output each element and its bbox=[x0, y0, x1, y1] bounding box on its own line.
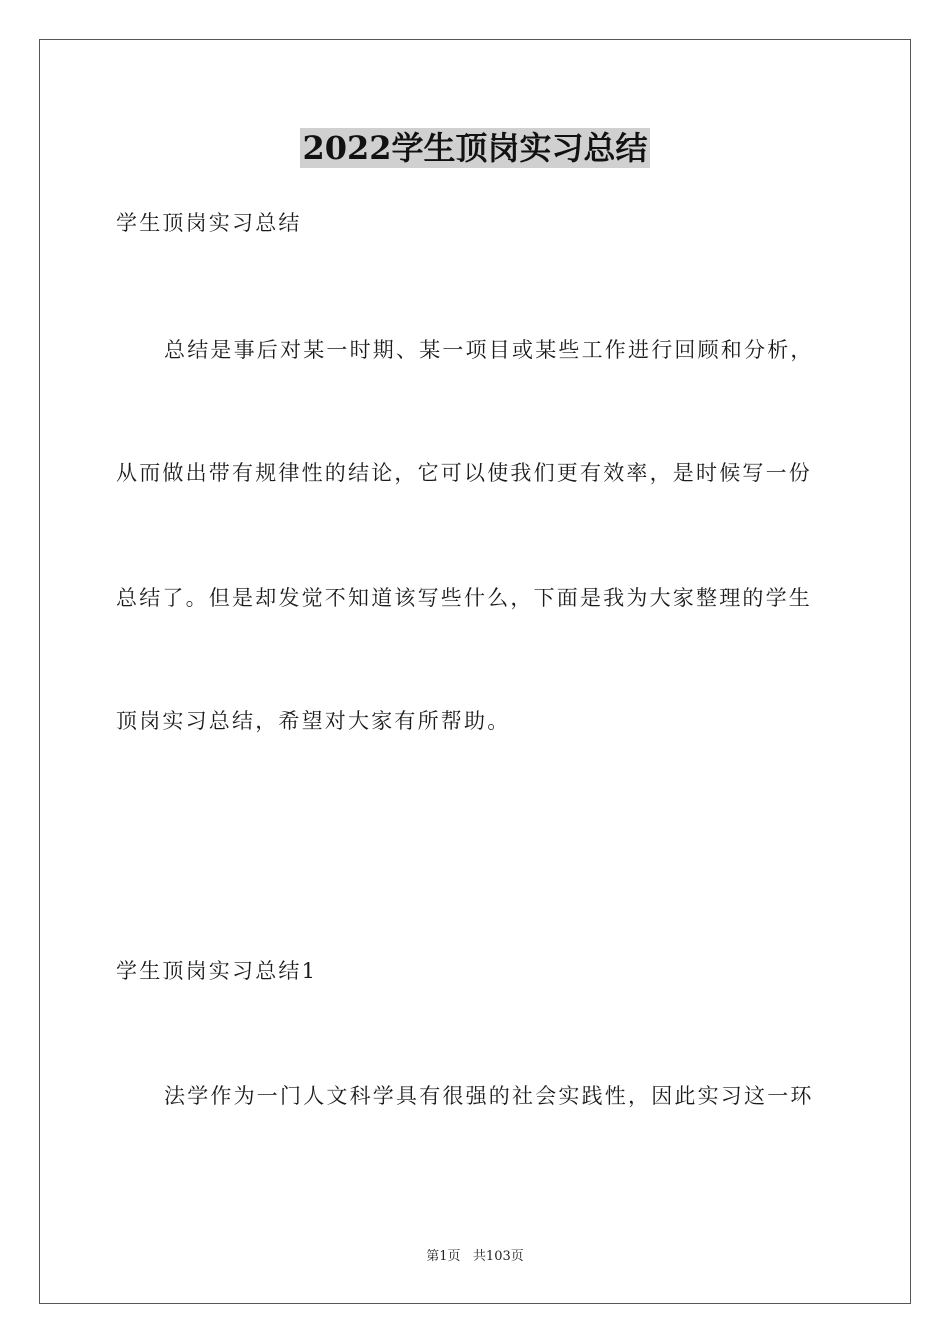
document-subtitle: 学生顶岗实习总结 bbox=[116, 211, 302, 235]
paragraph-line: 法学作为一门人文科学具有很强的社会实践性，因此实习这一环 bbox=[164, 1084, 814, 1108]
page-total: 共103页 bbox=[472, 1249, 524, 1264]
paragraph-line: 总结了。但是却发觉不知道该写些什么，下面是我为大家整理的学生 bbox=[116, 586, 812, 610]
page-number: 第1页 bbox=[426, 1249, 461, 1264]
paragraph-line: 总结是事后对某一时期、某一项目或某些工作进行回顾和分析， bbox=[164, 338, 814, 362]
paragraph-line: 从而做出带有规律性的结论，它可以使我们更有效率，是时候写一份 bbox=[116, 461, 812, 485]
title-container bbox=[0, 128, 950, 168]
document-title: 2022学生顶岗实习总结 bbox=[302, 129, 648, 167]
page-footer bbox=[0, 1248, 950, 1266]
paragraph-line: 顶岗实习总结，希望对大家有所帮助。 bbox=[116, 709, 511, 733]
section-heading: 学生顶岗实习总结1 bbox=[116, 959, 318, 983]
